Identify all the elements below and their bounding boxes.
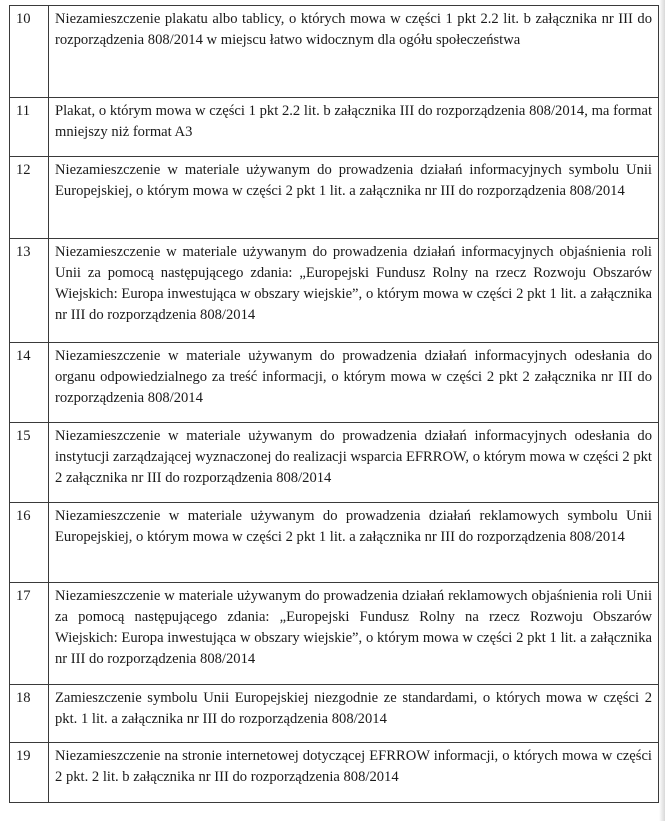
- row-description: Niezamieszczenie na stronie internetowej dotyczącej EFRROW informacji, o których mowa w części 2 pkt. 2 lit. b załącznika nr III do rozporządzenia 808/2014: [49, 743, 659, 803]
- table-row: [10, 98, 659, 157]
- row-description: Niezamieszczenie plakatu albo tablicy, o których mowa w części 1 pkt 2.2 lit. b załącznika nr III do rozporządzenia 808/2014 w miejscu łatwo widocznym dla ogółu społeczeństwa: [49, 6, 659, 98]
- row-number: 18: [10, 685, 49, 743]
- table-row: [10, 743, 659, 803]
- table-row: [10, 583, 659, 685]
- row-description: Niezamieszczenie w materiale używanym do prowadzenia działań informacyjnych objaśnienia roli Unii za pomocą następującego zdania: „Europejski Fundusz Rolny na rzecz Rozwoju Obszarów Wiejskich: Europa inwestująca w obszary wiejskie”, o którym mowa w części 2 pkt 1 lit. a załącznika nr III do rozporządzenia 808/2014: [49, 239, 659, 343]
- row-description: Plakat, o którym mowa w części 1 pkt 2.2 lit. b załącznika III do rozporządzenia 808/2014, ma format mniejszy niż format A3: [49, 98, 659, 157]
- row-number: 16: [10, 503, 49, 583]
- table-row: [10, 503, 659, 583]
- page-edge-shadow: [659, 0, 665, 821]
- row-number: 19: [10, 743, 49, 803]
- table-row: [10, 685, 659, 743]
- row-number: 12: [10, 157, 49, 239]
- table-row: [10, 157, 659, 239]
- table-row: [10, 343, 659, 423]
- row-description: Niezamieszczenie w materiale używanym do prowadzenia działań reklamowych symbolu Unii Europejskiej, o którym mowa w części 2 pkt 1 lit. a załącznika nr III do rozporządzenia 808/2014: [49, 503, 659, 583]
- row-number: 13: [10, 239, 49, 343]
- row-description: Zamieszczenie symbolu Unii Europejskiej niezgodnie ze standardami, o których mowa w części 2 pkt. 1 lit. a załącznika nr III do rozporządzenia 808/2014: [49, 685, 659, 743]
- table-row: [10, 423, 659, 503]
- row-number: 15: [10, 423, 49, 503]
- row-number: 11: [10, 98, 49, 157]
- row-description: Niezamieszczenie w materiale używanym do prowadzenia działań informacyjnych symbolu Unii Europejskiej, o którym mowa w części 2 pkt 1 lit. a załącznika nr III do rozporządzenia 808/2014: [49, 157, 659, 239]
- row-description: Niezamieszczenie w materiale używanym do prowadzenia działań informacyjnych odesłania do organu odpowiedzialnego za treść informacji, o którym mowa w części 2 pkt 2 załącznika nr III do rozporządzenia 808/2014: [49, 343, 659, 423]
- row-number: 14: [10, 343, 49, 423]
- row-number: 17: [10, 583, 49, 685]
- row-description: Niezamieszczenie w materiale używanym do prowadzenia działań informacyjnych odesłania do instytucji zarządzającej wyznaczonej do realizacji wsparcia EFRROW, o którym mowa w części 2 pkt 2 załącznika nr III do rozporządzenia 808/2014: [49, 423, 659, 503]
- table-row: [10, 6, 659, 98]
- violations-table: [9, 5, 659, 803]
- table-row: [10, 239, 659, 343]
- row-number: 10: [10, 6, 49, 98]
- row-description: Niezamieszczenie w materiale używanym do prowadzenia działań reklamowych objaśnienia roli Unii za pomocą następującego zdania: „Europejski Fundusz Rolny na rzecz Rozwoju Obszarów Wiejskich: Europa inwestująca w obszary wiejskie”, o którym mowa w części 2 pkt 1 lit. a załącznika nr III do rozporządzenia 808/2014: [49, 583, 659, 685]
